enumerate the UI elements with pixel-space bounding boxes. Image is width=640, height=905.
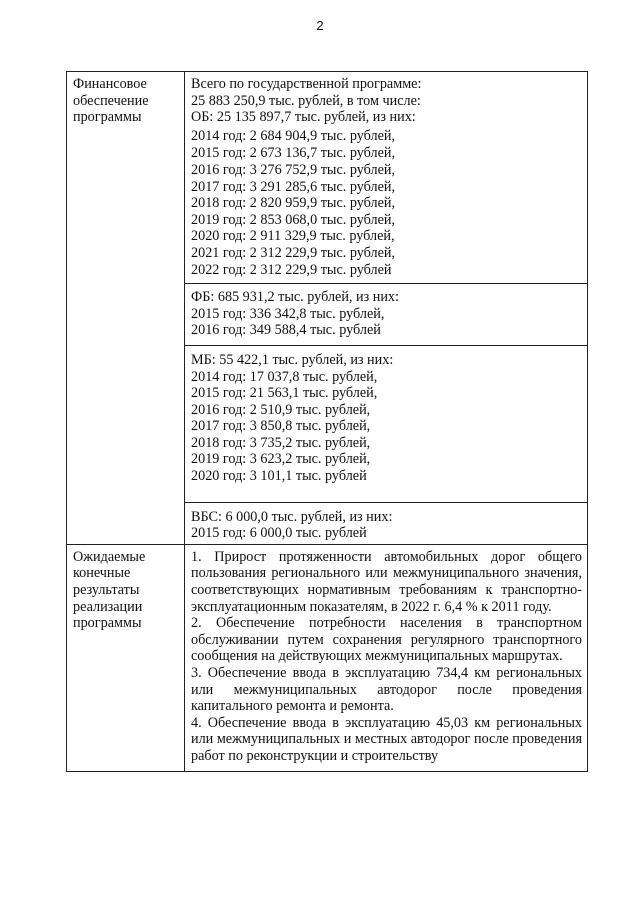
result-item: 4. Обеспечение ввода в эксплуатацию 45,03 км региональных или межмуниципальных и местных автодорог после проведения работ по реконструкции и строительству — [191, 714, 582, 764]
financing-mb-cell — [185, 345, 588, 502]
result-item: 1. Прирост протяженности автомобильных дорог общего пользования регионального или межмуниципального значения, соответствующих нормативным требованиям к транспортно-эксплуатационным показателям, в 2022 г. 6,4 % к 2011 году. — [191, 548, 582, 615]
mb-line: 2015 год: 21 563,1 тыс. рублей, — [191, 385, 378, 402]
financing-line: Всего по государственной программе: — [191, 76, 422, 92]
mb-line: 2017 год: 3 850,8 тыс. рублей, — [191, 418, 371, 435]
financing-line: 2018 год: 2 820 959,9 тыс. рублей, — [191, 195, 396, 212]
results-label-line: конечные — [73, 565, 131, 582]
program-passport-table — [66, 71, 588, 772]
fb-line: 2016 год: 349 588,4 тыс. рублей — [191, 322, 381, 339]
financing-row-total — [67, 72, 588, 284]
results-label-line: реализации — [73, 598, 143, 615]
fb-line: 2015 год: 336 342,8 тыс. рублей, — [191, 305, 385, 322]
financing-line: 2015 год: 2 673 136,7 тыс. рублей, — [191, 145, 396, 162]
mb-line: 2016 год: 2 510,9 тыс. рублей, — [191, 401, 371, 418]
financing-label-line: программы — [73, 109, 142, 126]
financing-label-line: обеспечение — [73, 92, 149, 109]
financing-line: 2021 год: 2 312 229,9 тыс. рублей, — [191, 244, 396, 261]
mb-line: 2019 год: 3 623,2 тыс. рублей, — [191, 451, 371, 468]
financing-line: 2022 год: 2 312 229,9 тыс. рублей — [191, 261, 392, 278]
results-label-line: программы — [73, 615, 142, 632]
financing-label-line: Финансовое — [73, 76, 147, 92]
financing-total-cell — [185, 72, 588, 284]
fb-line: ФБ: 685 931,2 тыс. рублей, из них: — [191, 289, 399, 306]
financing-label-cell — [67, 72, 185, 545]
results-label-line: Ожидаемые — [73, 548, 146, 565]
results-row — [67, 544, 588, 771]
vbs-line: ВБС: 6 000,0 тыс. рублей, из них: — [191, 508, 393, 525]
result-item: 2. Обеспечение потребности населения в транспортном обслуживании путем сохранения регулярного транспортного сообщения на действующих межмуниципальных маршрутах. — [191, 615, 582, 665]
financing-line: 2017 год: 3 291 285,6 тыс. рублей, — [191, 178, 396, 195]
financing-line: 2016 год: 3 276 752,9 тыс. рублей, — [191, 161, 396, 178]
page-number: 2 — [316, 18, 324, 33]
financing-line: ОБ: 25 135 897,7 тыс. рублей, из них: — [191, 109, 416, 126]
financing-line: 2020 год: 2 911 329,9 тыс. рублей, — [191, 228, 395, 245]
results-label-line: результаты — [73, 582, 140, 599]
results-label-cell — [67, 544, 185, 771]
mb-line: 2020 год: 3 101,1 тыс. рублей — [191, 468, 367, 485]
financing-fb-cell — [185, 284, 588, 346]
mb-line: 2018 год: 3 735,2 тыс. рублей, — [191, 434, 371, 451]
result-item: 3. Обеспечение ввода в эксплуатацию 734,4 км региональных или межмуниципальных автодорог после проведения капитального ремонта и ремонта. — [191, 665, 582, 715]
mb-line: 2014 год: 17 037,8 тыс. рублей, — [191, 368, 378, 385]
financing-vbs-cell — [185, 502, 588, 544]
financing-line: 2019 год: 2 853 068,0 тыс. рублей, — [191, 211, 396, 228]
results-content-cell — [185, 544, 588, 771]
vbs-line: 2015 год: 6 000,0 тыс. рублей — [191, 525, 367, 542]
financing-line: 2014 год: 2 684 904,9 тыс. рублей, — [191, 127, 396, 144]
financing-line: 25 883 250,9 тыс. рублей, в том числе: — [191, 92, 421, 109]
mb-line: МБ: 55 422,1 тыс. рублей, из них: — [191, 351, 394, 368]
